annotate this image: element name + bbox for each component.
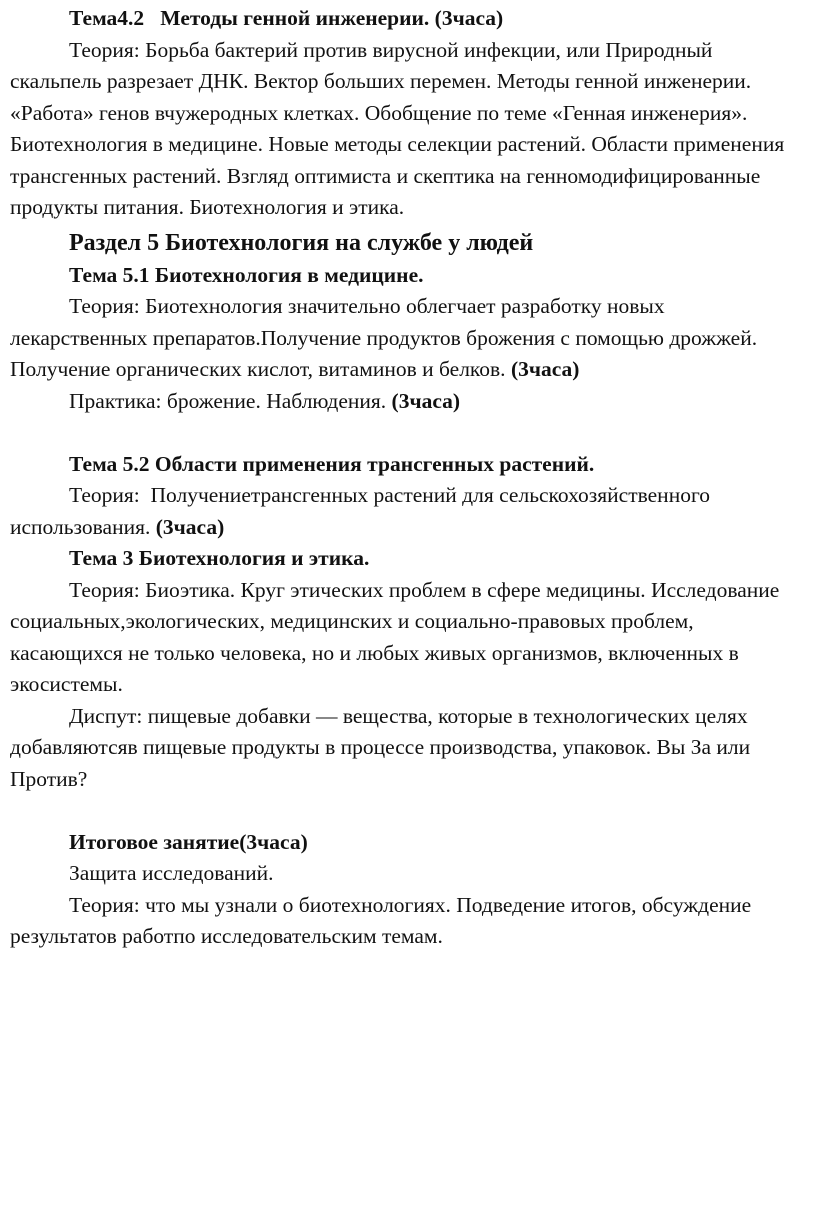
topic-3-theory: Теория: Биоэтика. Круг этических проблем в сфере медицины. Исследование социальных,экологических, медицинских и социально-правовых проблем, касающихся не только человека, но и любых живых организмов, включенных в экосистемы. [10,577,780,696]
topic-5-1-heading: Тема 5.1 Биотехнология в медицине. [69,262,424,287]
topic-5-1-practice-paragraph [10,386,800,418]
topic-5-1-practice-hours: (3часа) [391,388,461,413]
topic-5-2-theory-hours: (3часа) [155,514,225,539]
topic-5-1-theory-paragraph [10,291,800,386]
blank-line [10,795,800,827]
document-page [10,3,800,953]
topic-5-1-theory: Теория: Биотехнология значительно облегчает разработку новых лекарственных препаратов.Получение продуктов брожения с помощью дрожжей. Получение органических кислот, витаминов и белков. [10,294,758,381]
topic-4-2-theory: Теория: Борьба бактерий против вирусной инфекции, или Природный скальпель разрезает ДНК. Вектор больших перемен. Методы генной инженерии. «Работа» генов вчужеродных клетках. Обобщение по теме «Генная инженерия». Биотехнология в медицине. Новые методы селекции растений. Области применения трансгенных растений. Взгляд оптимиста и скептика на генномодифицированные продукты питания. Биотехнология и этика. [10,37,785,219]
section-5-heading: Раздел 5 Биотехнология на службе у людей [69,229,534,256]
topic-5-2-theory: Теория: Получениетрансгенных растений для сельскохозяйственного использования. [10,483,716,539]
topic-5-1-practice: Практика: брожение. Наблюдения. [69,388,387,413]
topic-5-2-theory-paragraph [10,480,800,543]
blank-line [10,417,800,449]
final-lesson-defense: Защита исследований. [69,861,274,885]
topic-5-1-theory-hours: (3часа) [510,357,580,381]
final-lesson-theory: Теория: что мы узнали о биотехнологиях. Подведение итогов, обсуждение результатов работпо исследовательским темам. [10,892,752,948]
topic-3-debate: Диспут: пищевые добавки — вещества, которые в технологических целях добавляютсяв пищевые продукты в процессе производства, упаковок. Вы За или Против? [10,703,751,791]
topic-5-2-heading: Тема 5.2 Области применения трансгенных растений. [69,451,595,476]
topic-4-2-heading: Тема4.2 Методы генной инженерии. (3часа) [69,6,504,30]
topic-3-heading: Тема 3 Биотехнология и этика. [69,546,370,570]
final-lesson-heading: Итоговое занятие(3часа) [69,829,308,854]
